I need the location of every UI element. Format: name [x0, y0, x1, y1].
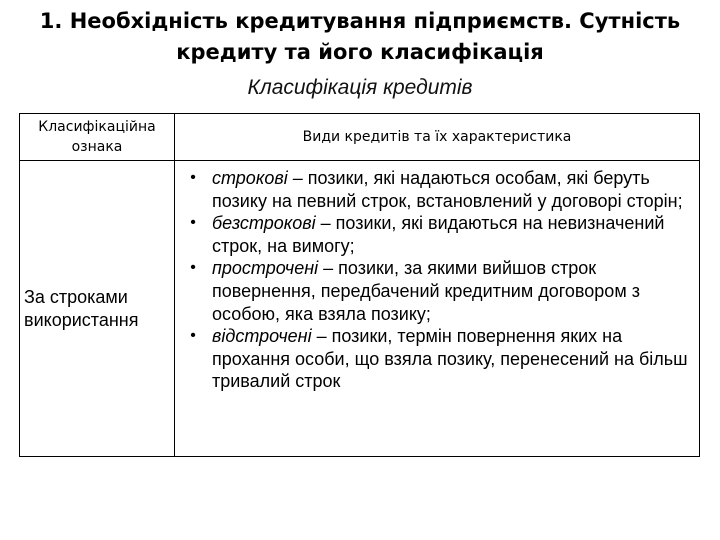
credit-description: – позики, які видаються на невизначений строк, на вимогу; [212, 213, 665, 256]
credit-description: – позики, термін повернення яких на прохання особи, що взяла позику, перенесений на більш тривалий строк [212, 326, 688, 392]
list-item [179, 325, 693, 393]
bullet-icon: • [190, 169, 196, 186]
credit-description: – позики, за якими вийшов строк повернення, передбачений кредитним договором з особою, яка взяла позику; [212, 258, 640, 324]
title-line-2: кредиту та його класифікація [176, 40, 544, 64]
list-item [179, 167, 693, 212]
title-line-1: 1. Необхідність кредитування підприємств. Сутність [39, 9, 681, 33]
bullet-icon: • [190, 259, 196, 277]
header-cell-types: Види кредитів та їх характеристика [175, 114, 700, 161]
row-items-cell [175, 161, 700, 457]
table-header-row [20, 114, 700, 161]
credit-type-list [175, 161, 699, 395]
row-label-line-1: За строками [24, 286, 128, 307]
slide-title [20, 6, 700, 68]
classification-table [19, 113, 700, 457]
row-label-cell [20, 161, 175, 457]
credit-term: строкові [212, 168, 288, 188]
row-label-line-2: використання [24, 309, 139, 330]
credit-description: – позики, які надаються особам, які беруть позику на певний строк, встановлений у договорі сторін; [212, 168, 683, 211]
bullet-icon: • [190, 214, 196, 232]
list-item [179, 257, 693, 325]
slide-subtitle: Класифікація кредитів [247, 76, 473, 99]
credit-term: відстрочені [212, 326, 312, 347]
header-feature-line-1: Класифікаційна [38, 119, 156, 135]
list-item [179, 212, 693, 257]
header-feature-line-2: ознака [71, 139, 123, 155]
table-row [20, 161, 700, 457]
credit-term: безстрокові [212, 213, 316, 234]
credit-term: прострочені [212, 258, 319, 279]
bullet-icon: • [190, 327, 196, 345]
header-cell-feature [20, 114, 175, 161]
